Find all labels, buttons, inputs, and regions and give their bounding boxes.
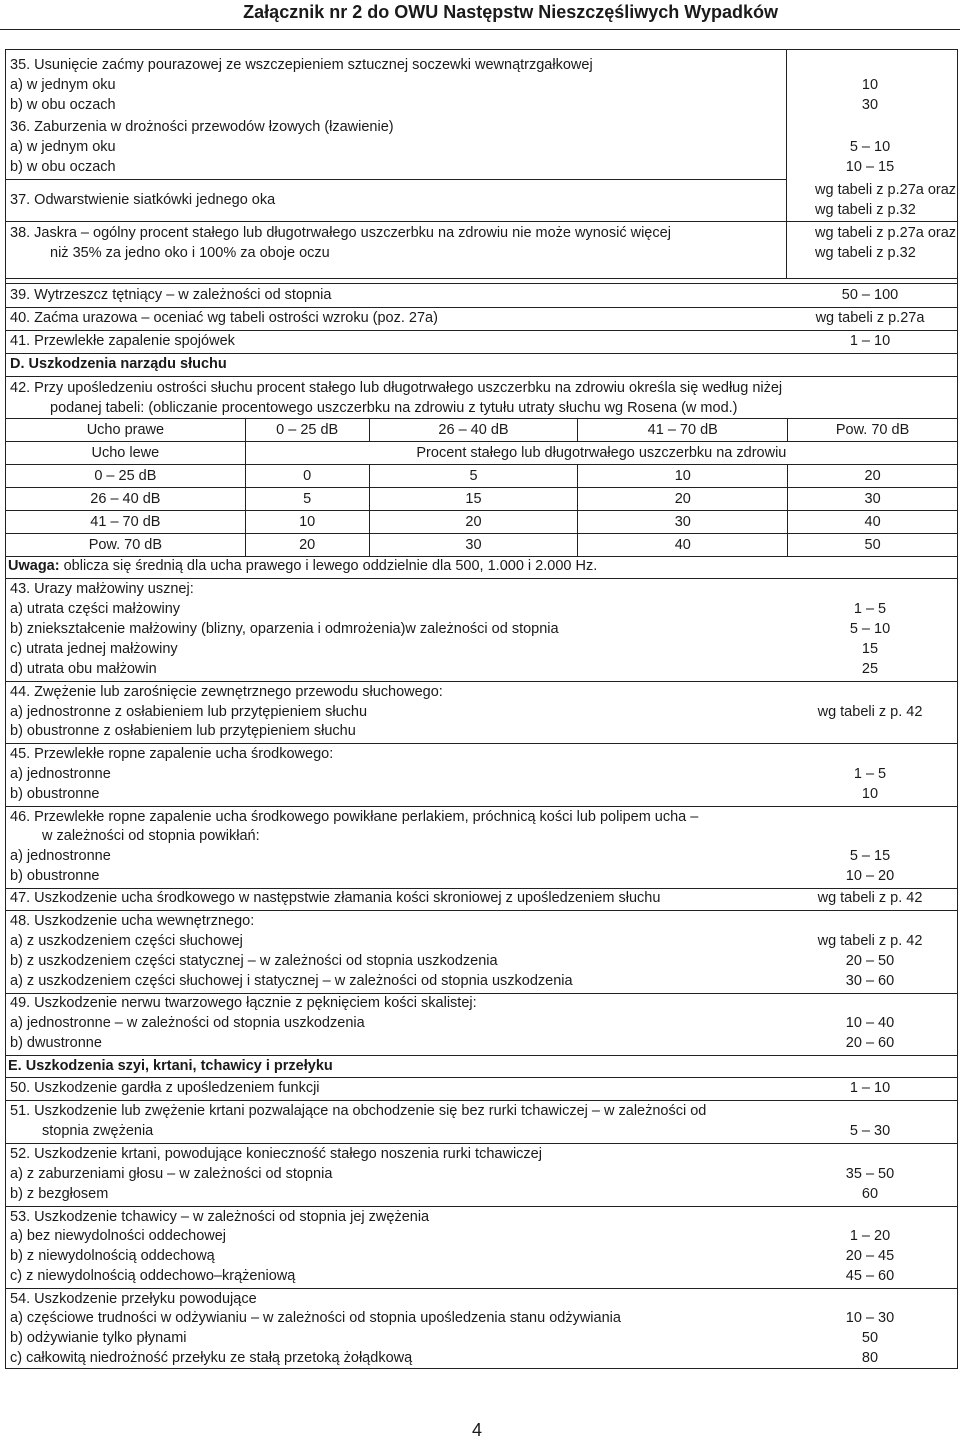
item-51-value: 5 – 30 xyxy=(849,1123,891,1139)
item-54-value-a: 10 – 30 xyxy=(845,1310,895,1326)
item-53-b: b) z niewydolnością oddechową xyxy=(10,1248,215,1264)
table-row xyxy=(6,534,958,557)
table-header-cell: 0 – 25 dB xyxy=(245,419,369,442)
item-35-b: b) w obu oczach xyxy=(10,97,116,113)
item-43-value-a: 1 – 5 xyxy=(853,601,887,617)
item-41-value: 1 – 10 xyxy=(849,333,891,349)
table-cell: 5 xyxy=(245,488,369,511)
table-header-cell: 41 – 70 dB xyxy=(578,419,788,442)
table-row xyxy=(6,511,958,534)
table-cell: Pow. 70 dB xyxy=(6,534,246,557)
item-46-title-2: w zależności od stopnia powikłań: xyxy=(42,828,260,844)
item-54-a: a) częściowe trudności w odżywianiu – w zależności od stopnia upośledzenia stanu odżywiania xyxy=(10,1310,621,1326)
row-divider xyxy=(5,278,958,279)
item-45-a: a) jednostronne xyxy=(10,766,111,782)
table-row xyxy=(6,465,958,488)
table-header-cell: Pow. 70 dB xyxy=(788,419,958,442)
item-43-a: a) utrata części małżowiny xyxy=(10,601,181,617)
item-47-value: wg tabeli z p. 42 xyxy=(817,890,923,906)
item-36-value-b: 10 – 15 xyxy=(845,159,895,175)
item-53-a: a) bez niewydolności oddechowej xyxy=(10,1228,227,1244)
item-44-b: b) obustronne z osłabieniem lub przytępieniem słuchu xyxy=(10,723,356,739)
table-cell: 30 xyxy=(578,511,788,534)
item-51-title: 51. Uszkodzenie lub zwężenie krtani pozwalające na obchodzenie się bez rurki tchawiczej – w zależności od xyxy=(10,1103,707,1119)
item-38-title: 38. Jaskra – ogólny procent stałego lub długotrwałego uszczerbku na zdrowiu nie może wynosić więcej xyxy=(10,225,671,241)
item-48-value-a: wg tabeli z p. 42 xyxy=(817,933,923,949)
item-43-b: b) zniekształcenie małżowiny (blizny, oparzenia i odmrożenia)w zależności od stopnia xyxy=(10,621,559,637)
table-cell: 40 xyxy=(578,534,788,557)
item-46-value-a: 5 – 15 xyxy=(849,848,891,864)
item-39-value: 50 – 100 xyxy=(841,287,899,303)
item-37-value-1: wg tabeli z p.27a oraz xyxy=(815,182,957,198)
item-49-title: 49. Uszkodzenie nerwu twarzowego łącznie z pęknięciem kości skalistej: xyxy=(10,995,477,1011)
table-cell: 41 – 70 dB xyxy=(6,511,246,534)
item-35-value-a: 10 xyxy=(861,77,879,93)
table-cell: 20 xyxy=(245,534,369,557)
item-46-title: 46. Przewlekłe ropne zapalenie ucha środkowego powikłane perlakiem, próchnicą kości lub polipem ucha – xyxy=(10,809,699,825)
item-53-value-a: 1 – 20 xyxy=(849,1228,891,1244)
item-43-value-d: 25 xyxy=(861,661,879,677)
table-row xyxy=(6,442,958,465)
table-cell: 10 xyxy=(578,465,788,488)
item-50-value: 1 – 10 xyxy=(849,1080,891,1096)
item-44-a: a) jednostronne z osłabieniem lub przytępieniem słuchu xyxy=(10,704,368,720)
item-52-value-b: 60 xyxy=(861,1186,879,1202)
table-cell: 0 – 25 dB xyxy=(6,465,246,488)
row-divider xyxy=(5,578,958,579)
table-span-header: Procent stałego lub długotrwałego uszczerbku na zdrowiu xyxy=(245,442,957,465)
table-cell: 20 xyxy=(578,488,788,511)
item-43-title: 43. Urazy małżowiny usznej: xyxy=(10,581,194,597)
row-divider xyxy=(5,330,958,331)
item-36-b: b) w obu oczach xyxy=(10,159,116,175)
table-row xyxy=(6,488,958,511)
item-52-value-a: 35 – 50 xyxy=(845,1166,895,1182)
item-43-d: d) utrata obu małżowin xyxy=(10,661,157,677)
item-38-value-1: wg tabeli z p.27a oraz xyxy=(815,225,957,241)
header-title: Załącznik nr 2 do OWU Następstw Nieszczęśliwych Wypadków xyxy=(243,2,778,22)
item-54-title: 54. Uszkodzenie przełyku powodujące xyxy=(10,1291,257,1307)
item-53-c: c) z niewydolnością oddechowo–krążeniową xyxy=(10,1268,296,1284)
item-47-title: 47. Uszkodzenie ucha środkowego w następstwie złamania kości skroniowej z upośledzeniem słuchu xyxy=(10,890,661,906)
item-36-a: a) w jednym oku xyxy=(10,139,116,155)
item-40-title: 40. Zaćma urazowa – oceniać wg tabeli ostrości wzroku (poz. 27a) xyxy=(10,310,438,326)
item-35-value-b: 30 xyxy=(861,97,879,113)
item-40-value: wg tabeli z p.27a xyxy=(815,310,925,326)
item-48-value-c: 30 – 60 xyxy=(845,973,895,989)
item-38-title-2: niż 35% za jedno oko i 100% za oboje oczu xyxy=(50,245,330,261)
item-50-title: 50. Uszkodzenie gardła z upośledzeniem funkcji xyxy=(10,1080,320,1096)
table-cell: 26 – 40 dB xyxy=(6,488,246,511)
item-52-a: a) z zaburzeniami głosu – w zależności od stopnia xyxy=(10,1166,333,1182)
item-49-value-b: 20 – 60 xyxy=(845,1035,895,1051)
item-46-b: b) obustronne xyxy=(10,868,100,884)
row-divider xyxy=(5,1100,958,1101)
item-42-title: 42. Przy upośledzeniu ostrości słuchu procent stałego lub długotrwałego uszczerbku na zdrowiu określa się według niżej xyxy=(10,380,783,396)
header-rule xyxy=(0,29,960,30)
item-35-title: 35. Usunięcie zaćmy pourazowej ze wszczepieniem sztucznej soczewki wewnątrzgałkowej xyxy=(10,57,593,73)
item-43-c: c) utrata jednej małżowiny xyxy=(10,641,178,657)
item-52-title: 52. Uszkodzenie krtani, powodujące konieczność stałego noszenia rurki tchawiczej xyxy=(10,1146,542,1162)
row-divider xyxy=(5,283,958,284)
section-e-heading: E. Uszkodzenia szyi, krtani, tchawicy i przełyku xyxy=(8,1058,333,1074)
item-54-value-b: 50 xyxy=(861,1330,879,1346)
note xyxy=(8,557,597,576)
item-41-title: 41. Przewlekłe zapalenie spojówek xyxy=(10,333,235,349)
item-48-c: a) z uszkodzeniem części słuchowej i statycznej – w zależności od stopnia uszkodzenia xyxy=(10,973,573,989)
item-48-a: a) z uszkodzeniem części słuchowej xyxy=(10,933,243,949)
section-d-heading: D. Uszkodzenia narządu słuchu xyxy=(10,356,227,372)
table-cell: 20 xyxy=(788,465,958,488)
item-48-title: 48. Uszkodzenie ucha wewnętrznego: xyxy=(10,913,255,929)
item-37-value-2: wg tabeli z p.32 xyxy=(815,202,916,218)
item-53-value-b: 20 – 45 xyxy=(845,1248,895,1264)
table-header-cell: Ucho prawe xyxy=(6,419,246,442)
table-cell: 5 xyxy=(369,465,578,488)
table-cell: 40 xyxy=(788,511,958,534)
item-46-a: a) jednostronne xyxy=(10,848,111,864)
page-number: 4 xyxy=(472,1420,483,1440)
item-49-value-a: 10 – 40 xyxy=(845,1015,895,1031)
item-38-value-2: wg tabeli z p.32 xyxy=(815,245,916,261)
table-header-cell: 26 – 40 dB xyxy=(369,419,578,442)
item-45-value-b: 10 xyxy=(861,786,879,802)
item-44-title: 44. Zwężenie lub zarośnięcie zewnętrznego przewodu słuchowego: xyxy=(10,684,443,700)
row-divider xyxy=(5,910,958,911)
table-cell: 15 xyxy=(369,488,578,511)
table-header-cell: Ucho lewe xyxy=(6,442,246,465)
item-35-a: a) w jednym oku xyxy=(10,77,116,93)
value-column-divider xyxy=(786,49,787,278)
row-divider xyxy=(5,179,786,180)
hearing-loss-table xyxy=(5,418,958,557)
row-divider xyxy=(5,743,958,744)
item-49-a: a) jednostronne – w zależności od stopnia uszkodzenia xyxy=(10,1015,365,1031)
item-43-value-c: 15 xyxy=(861,641,879,657)
table-cell: 30 xyxy=(369,534,578,557)
table-cell: 10 xyxy=(245,511,369,534)
row-divider xyxy=(5,307,958,308)
table-cell: 30 xyxy=(788,488,958,511)
item-37-title: 37. Odwarstwienie siatkówki jednego oka xyxy=(10,192,276,208)
note-label: Uwaga: xyxy=(8,558,60,574)
row-divider xyxy=(5,221,958,222)
item-48-b: b) z uszkodzeniem części statycznej – w zależności od stopnia uszkodzenia xyxy=(10,953,498,969)
item-36-title: 36. Zaburzenia w drożności przewodów łzowych (łzawienie) xyxy=(10,119,394,135)
item-45-value-a: 1 – 5 xyxy=(853,766,887,782)
page-header xyxy=(0,0,960,28)
item-54-value-c: 80 xyxy=(861,1350,879,1366)
row-divider xyxy=(5,1055,958,1056)
item-45-b: b) obustronne xyxy=(10,786,100,802)
table-cell: 50 xyxy=(788,534,958,557)
item-45-title: 45. Przewlekłe ropne zapalenie ucha środkowego: xyxy=(10,746,334,762)
item-49-b: b) dwustronne xyxy=(10,1035,102,1051)
note-text: oblicza się średnią dla ucha prawego i lewego oddzielnie dla 500, 1.000 i 2.000 Hz. xyxy=(59,558,598,574)
item-36-value-a: 5 – 10 xyxy=(849,139,891,155)
item-54-c: c) całkowitą niedrożność przełyku ze stałą przetoką żołądkową xyxy=(10,1350,413,1366)
row-divider xyxy=(5,353,958,354)
item-46-value-b: 10 – 20 xyxy=(845,868,895,884)
row-divider xyxy=(5,1077,958,1078)
item-54-b: b) odżywianie tylko płynami xyxy=(10,1330,187,1346)
row-divider xyxy=(5,1206,958,1207)
item-48-value-b: 20 – 50 xyxy=(845,953,895,969)
row-divider xyxy=(5,1143,958,1144)
item-42-title-2: podanej tabeli: (obliczanie procentowego uszczerbku na zdrowiu z tytułu utraty słuchu wg Rosena (w mod.) xyxy=(50,400,738,416)
item-52-b: b) z bezgłosem xyxy=(10,1186,109,1202)
table-cell: 0 xyxy=(245,465,369,488)
row-divider xyxy=(5,681,958,682)
item-53-title: 53. Uszkodzenie tchawicy – w zależności od stopnia jej zwężenia xyxy=(10,1209,430,1225)
item-44-value: wg tabeli z p. 42 xyxy=(817,704,923,720)
row-divider xyxy=(5,376,958,377)
item-43-value-b: 5 – 10 xyxy=(849,621,891,637)
item-51-title-2: stopnia zwężenia xyxy=(42,1123,154,1139)
item-53-value-c: 45 – 60 xyxy=(845,1268,895,1284)
item-39-title: 39. Wytrzeszcz tętniący – w zależności od stopnia xyxy=(10,287,332,303)
table-cell: 20 xyxy=(369,511,578,534)
row-divider xyxy=(5,806,958,807)
row-divider xyxy=(5,1288,958,1289)
table-row xyxy=(6,419,958,442)
